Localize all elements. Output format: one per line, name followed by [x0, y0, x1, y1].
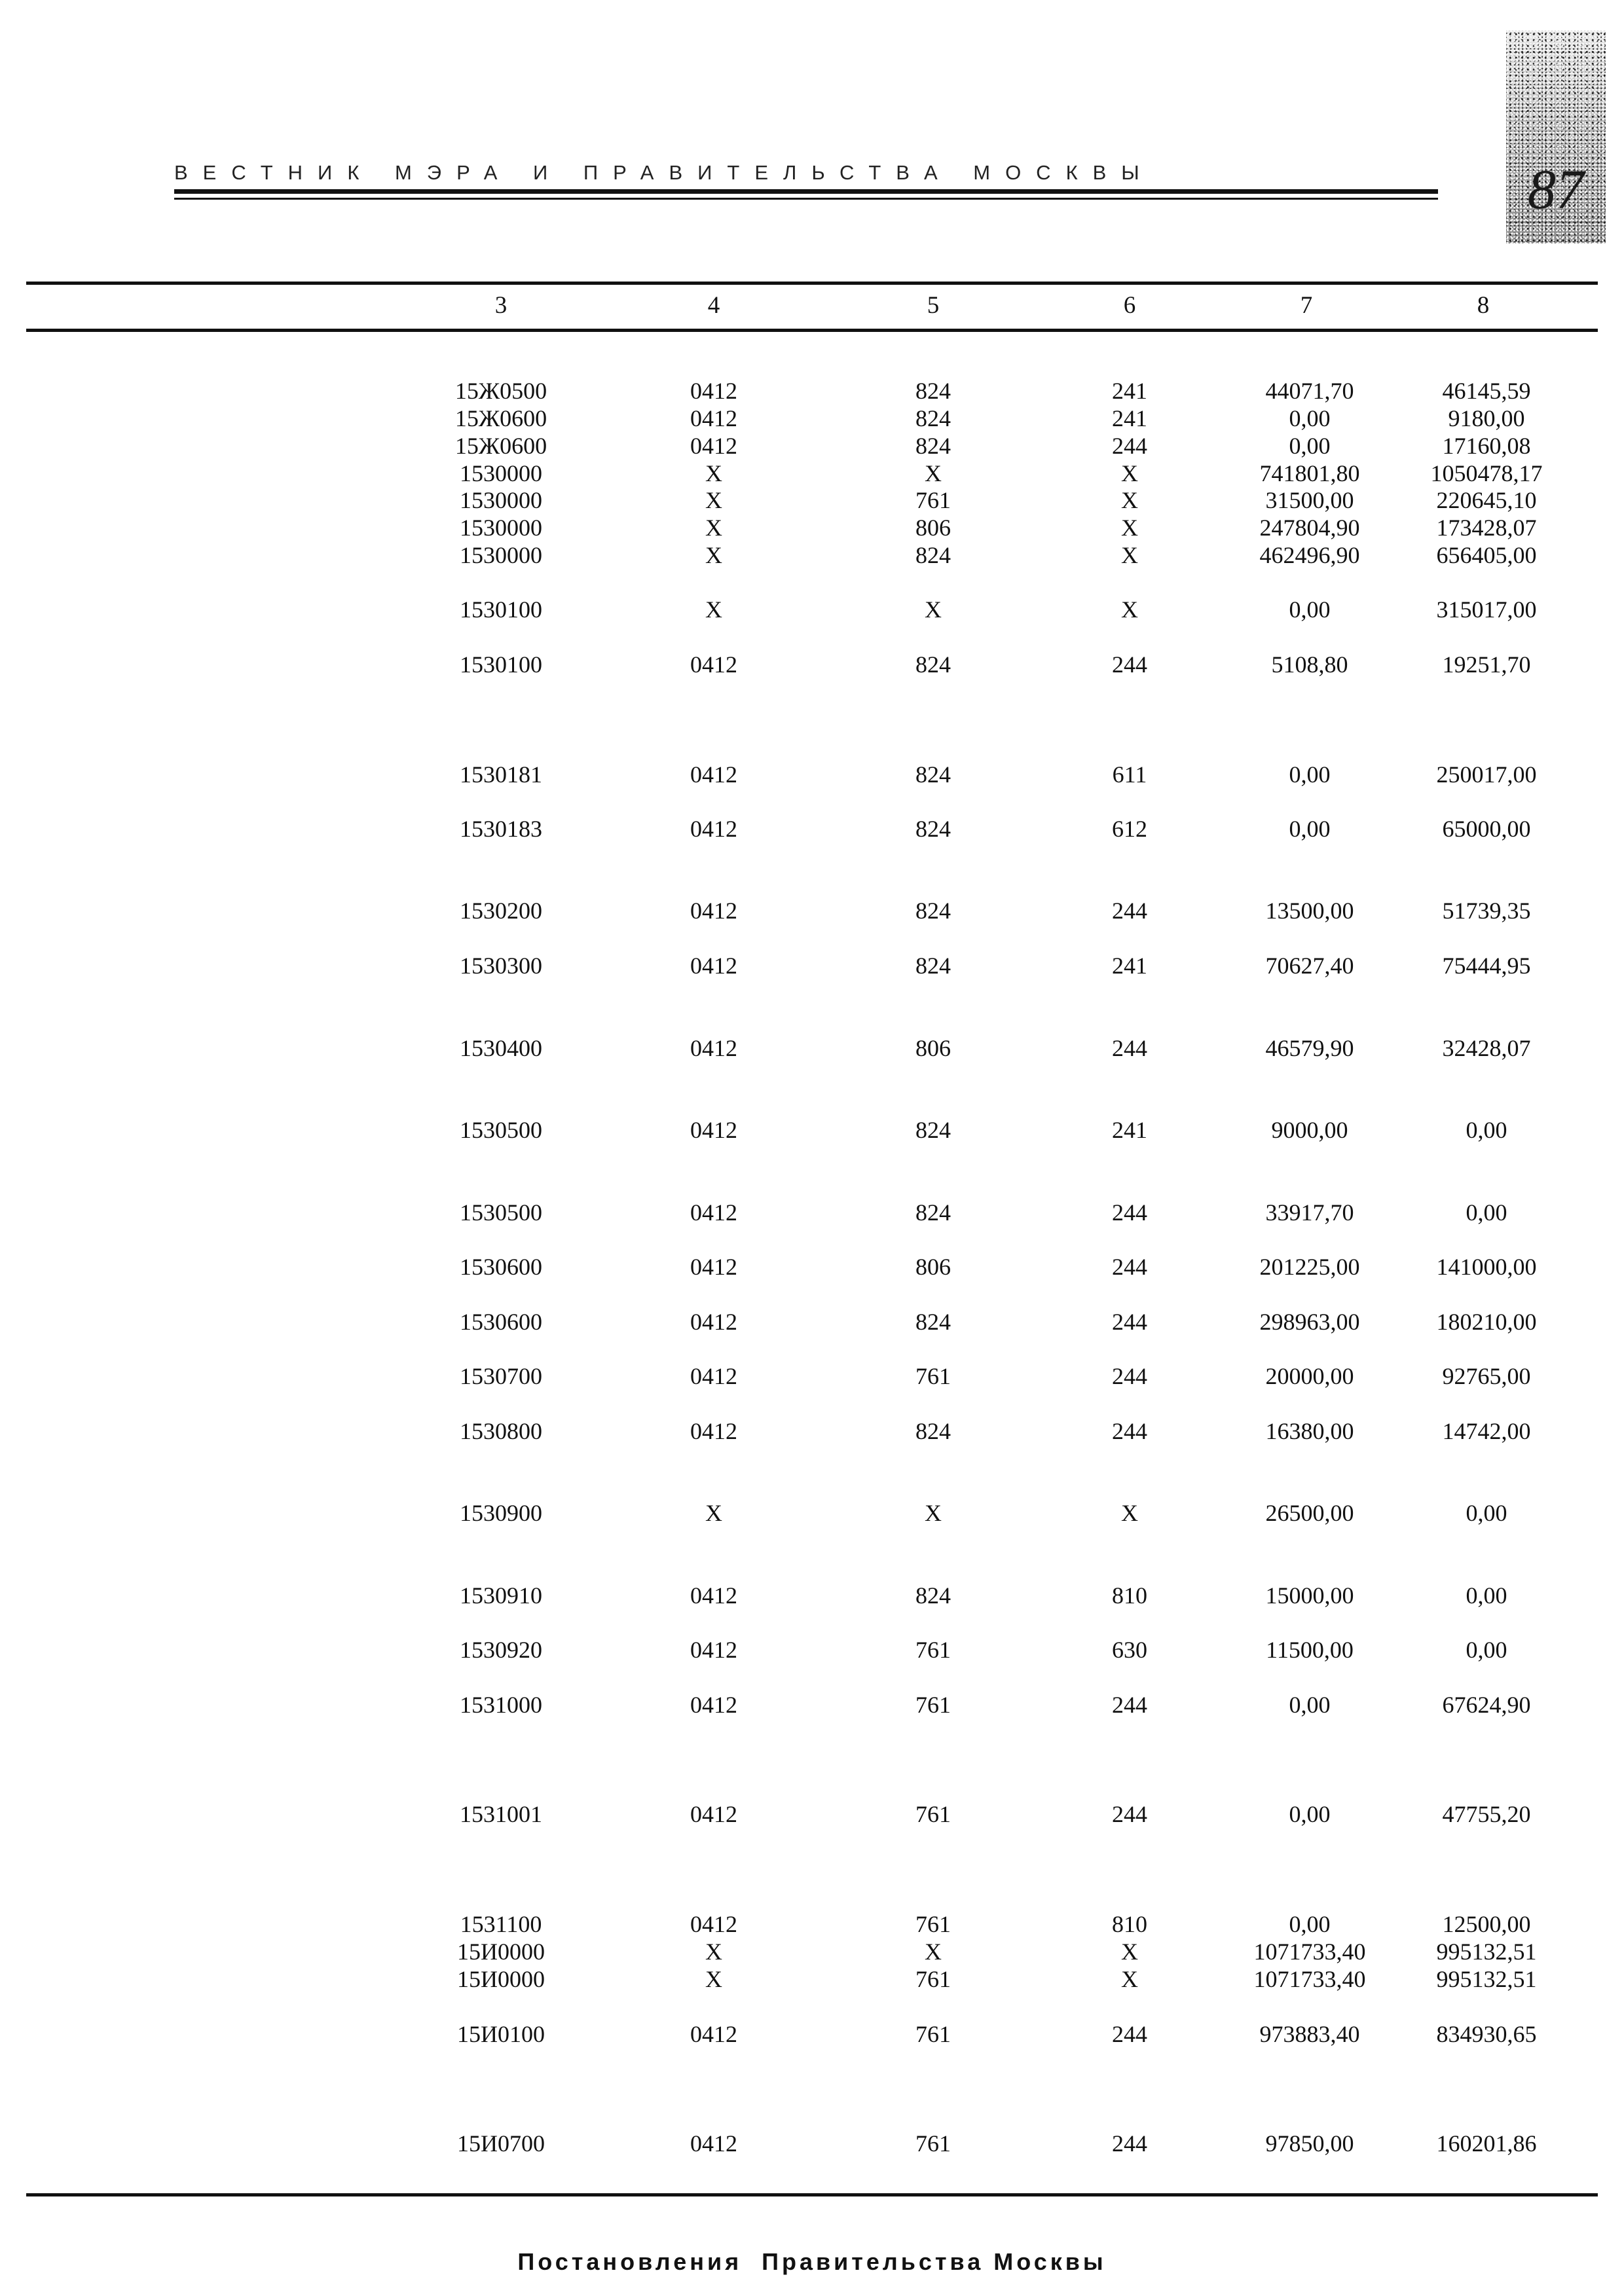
table-cell-col-4: 0412 [690, 816, 737, 842]
table-cell-col-4: 0412 [690, 1692, 737, 1718]
table-cell-col-8: 0,00 [1466, 1582, 1507, 1609]
table-cell-col-4: 0412 [690, 761, 737, 788]
table-row [0, 1308, 1624, 1336]
table-row [0, 596, 1624, 623]
table-cell-col-6: 241 [1112, 953, 1147, 979]
table-cell-col-8: 32428,07 [1442, 1035, 1531, 1061]
table-cell-col-5: 761 [915, 1637, 951, 1663]
table-cell-col-5: 824 [915, 816, 951, 842]
table-cell-col-6: Х [1121, 542, 1138, 568]
table-row [0, 514, 1624, 541]
table-cell-col-7: 0,00 [1289, 1801, 1331, 1827]
table-row [0, 1499, 1624, 1527]
table-cell-col-7: 9000,00 [1271, 1117, 1348, 1143]
page-number: 87 [1528, 158, 1584, 221]
table-cell-col-6: 611 [1112, 761, 1147, 788]
table-cell-col-7: 33917,70 [1265, 1199, 1354, 1226]
table-cell-col-5: 761 [915, 1966, 951, 1992]
table-row [0, 1938, 1624, 1965]
table-cell-col-5: 761 [915, 1911, 951, 1937]
table-row [0, 1116, 1624, 1144]
table-cell-col-7: 0,00 [1289, 816, 1331, 842]
table-cell-col-5: 761 [915, 2130, 951, 2157]
table-cell-col-3: 1530000 [460, 515, 542, 541]
table-row [0, 1965, 1624, 1993]
table-cell-col-3: 15И0000 [457, 1966, 545, 1992]
column-header-4: 4 [707, 292, 720, 319]
table-cell-col-3: 1531100 [460, 1911, 542, 1937]
table-cell-col-6: 244 [1112, 2021, 1147, 2047]
table-cell-col-8: 47755,20 [1442, 1801, 1531, 1827]
table-cell-col-6: Х [1121, 1939, 1138, 1965]
table-cell-col-5: 761 [915, 2021, 951, 2047]
table-row [0, 2130, 1624, 2157]
table-cell-col-7: 0,00 [1289, 1692, 1331, 1718]
table-cell-col-8: 17160,08 [1442, 433, 1531, 459]
table-cell-col-4: 0412 [690, 1911, 737, 1937]
table-row [0, 1362, 1624, 1390]
table-cell-col-5: 824 [915, 1199, 951, 1226]
table-cell-col-3: 1530500 [460, 1199, 542, 1226]
table-cell-col-7: 46579,90 [1265, 1035, 1354, 1061]
table-row [0, 486, 1624, 514]
table-cell-col-6: 244 [1112, 898, 1147, 924]
table-cell-col-4: Х [705, 1966, 722, 1992]
table-cell-col-5: 761 [915, 1692, 951, 1718]
table-cell-col-6: 630 [1112, 1637, 1147, 1663]
table-cell-col-3: 1530500 [460, 1117, 542, 1143]
table-cell-col-8: 995132,51 [1436, 1939, 1537, 1965]
column-header-5: 5 [927, 292, 940, 319]
table-cell-col-4: Х [705, 542, 722, 568]
table-cell-col-3: 1530900 [460, 1500, 542, 1526]
table-cell-col-7: 13500,00 [1265, 898, 1354, 924]
table-row [0, 541, 1624, 569]
table-cell-col-6: 244 [1112, 1418, 1147, 1444]
table-cell-col-8: 160201,86 [1436, 2130, 1537, 2157]
table-cell-col-8: 220645,10 [1436, 487, 1537, 513]
table-cell-col-4: 0412 [690, 953, 737, 979]
table-cell-col-7: 26500,00 [1265, 1500, 1354, 1526]
journal-title: ВЕСТНИК МЭРА И ПРАВИТЕЛЬСТВА МОСКВЫ [174, 161, 1154, 184]
table-cell-col-8: 0,00 [1466, 1117, 1507, 1143]
table-cell-col-6: 244 [1112, 1309, 1147, 1335]
table-cell-col-7: 31500,00 [1265, 487, 1354, 513]
table-cell-col-8: 250017,00 [1436, 761, 1537, 788]
table-cell-col-8: 995132,51 [1436, 1966, 1537, 1992]
table-cell-col-8: 12500,00 [1442, 1911, 1531, 1937]
table-cell-col-3: 1530300 [460, 953, 542, 979]
table-cell-col-6: Х [1121, 1966, 1138, 1992]
table-cell-col-8: 180210,00 [1436, 1309, 1537, 1335]
table-header-rule [26, 329, 1598, 332]
table-cell-col-6: 810 [1112, 1582, 1147, 1609]
table-cell-col-5: 824 [915, 953, 951, 979]
table-cell-col-3: 15И0100 [457, 2021, 545, 2047]
table-cell-col-4: 0412 [690, 405, 737, 431]
table-cell-col-4: Х [705, 460, 722, 486]
table-cell-col-7: 247804,90 [1259, 515, 1360, 541]
table-cell-col-4: 0412 [690, 1254, 737, 1280]
table-cell-col-4: 0412 [690, 898, 737, 924]
table-cell-col-6: 241 [1112, 378, 1147, 404]
table-cell-col-5: Х [925, 1500, 942, 1526]
table-cell-col-4: Х [705, 487, 722, 513]
column-header-6: 6 [1123, 292, 1136, 319]
table-cell-col-3: 1530181 [460, 761, 542, 788]
table-cell-col-3: 1530200 [460, 898, 542, 924]
column-header-8: 8 [1477, 292, 1490, 319]
table-cell-col-4: Х [705, 1939, 722, 1965]
header-rule-thin [174, 198, 1438, 200]
table-row [0, 1800, 1624, 1828]
table-row [0, 897, 1624, 924]
table-cell-col-5: Х [925, 460, 942, 486]
table-cell-col-5: 761 [915, 1801, 951, 1827]
table-cell-col-6: 244 [1112, 1692, 1147, 1718]
table-cell-col-7: 5108,80 [1271, 651, 1348, 678]
table-cell-col-7: 0,00 [1289, 1911, 1331, 1937]
table-cell-col-7: 44071,70 [1265, 378, 1354, 404]
table-cell-col-3: 1531000 [460, 1692, 542, 1718]
table-cell-col-5: 806 [915, 1035, 951, 1061]
table-cell-col-8: 9180,00 [1448, 405, 1525, 431]
table-cell-col-8: 0,00 [1466, 1199, 1507, 1226]
table-cell-col-7: 0,00 [1289, 596, 1331, 623]
table-cell-col-7: 0,00 [1289, 761, 1331, 788]
table-cell-col-4: 0412 [690, 433, 737, 459]
table-cell-col-3: 1530600 [460, 1254, 542, 1280]
table-cell-col-4: 0412 [690, 1117, 737, 1143]
table-cell-col-6: Х [1121, 487, 1138, 513]
table-cell-col-6: Х [1121, 515, 1138, 541]
table-cell-col-8: 1050478,17 [1430, 460, 1543, 486]
column-header-7: 7 [1300, 292, 1313, 319]
table-cell-col-3: 1530700 [460, 1363, 542, 1389]
table-cell-col-5: 824 [915, 542, 951, 568]
table-cell-col-7: 741801,80 [1259, 460, 1360, 486]
table-cell-col-3: 1530400 [460, 1035, 542, 1061]
table-cell-col-7: 973883,40 [1259, 2021, 1360, 2047]
table-cell-col-5: 824 [915, 1117, 951, 1143]
table-cell-col-6: 244 [1112, 1035, 1147, 1061]
table-cell-col-3: 1530800 [460, 1418, 542, 1444]
header-rule-thick [174, 189, 1438, 194]
table-cell-col-7: 1071733,40 [1253, 1939, 1366, 1965]
table-row [0, 952, 1624, 979]
table-cell-col-7: 298963,00 [1259, 1309, 1360, 1335]
table-cell-col-6: 244 [1112, 2130, 1147, 2157]
table-cell-col-3: 1530000 [460, 487, 542, 513]
table-row [0, 1417, 1624, 1445]
table-cell-col-6: Х [1121, 460, 1138, 486]
table-cell-col-8: 0,00 [1466, 1500, 1507, 1526]
table-cell-col-5: Х [925, 596, 942, 623]
table-cell-col-4: Х [705, 1500, 722, 1526]
table-cell-col-8: 315017,00 [1436, 596, 1537, 623]
table-cell-col-5: 806 [915, 515, 951, 541]
table-cell-col-3: 1530000 [460, 542, 542, 568]
table-cell-col-6: 244 [1112, 651, 1147, 678]
table-cell-col-6: 244 [1112, 1199, 1147, 1226]
table-cell-col-3: 1530183 [460, 816, 542, 842]
table-cell-col-3: 1530100 [460, 651, 542, 678]
table-cell-col-6: 241 [1112, 405, 1147, 431]
table-cell-col-6: 810 [1112, 1911, 1147, 1937]
table-cell-col-6: 244 [1112, 1801, 1147, 1827]
table-row [0, 460, 1624, 487]
table-cell-col-8: 14742,00 [1442, 1418, 1531, 1444]
table-row [0, 761, 1624, 788]
table-cell-col-8: 75444,95 [1442, 953, 1531, 979]
table-cell-col-7: 462496,90 [1259, 542, 1360, 568]
table-cell-col-3: 1530000 [460, 460, 542, 486]
table-cell-col-5: 761 [915, 1363, 951, 1389]
table-cell-col-5: 824 [915, 405, 951, 431]
table-cell-col-6: 244 [1112, 1363, 1147, 1389]
table-cell-col-8: 834930,65 [1436, 2021, 1537, 2047]
table-cell-col-4: 0412 [690, 1199, 737, 1226]
table-cell-col-3: 15И0700 [457, 2130, 545, 2157]
table-top-rule [26, 282, 1598, 285]
table-row [0, 815, 1624, 843]
table-row [0, 1199, 1624, 1226]
table-cell-col-4: 0412 [690, 1637, 737, 1663]
table-cell-col-6: 241 [1112, 1117, 1147, 1143]
table-cell-col-5: 824 [915, 1418, 951, 1444]
column-header-3: 3 [494, 292, 507, 319]
table-row [0, 2020, 1624, 2048]
table-cell-col-8: 46145,59 [1442, 378, 1531, 404]
table-row [0, 1582, 1624, 1609]
table-cell-col-4: 0412 [690, 1363, 737, 1389]
table-cell-col-5: 824 [915, 898, 951, 924]
table-cell-col-7: 0,00 [1289, 405, 1331, 431]
table-cell-col-4: 0412 [690, 1309, 737, 1335]
table-cell-col-7: 0,00 [1289, 433, 1331, 459]
table-bottom-rule [26, 2193, 1598, 2196]
table-cell-col-4: 0412 [690, 1035, 737, 1061]
table-cell-col-8: 173428,07 [1436, 515, 1537, 541]
table-row [0, 651, 1624, 678]
table-cell-col-3: 1531001 [460, 1801, 542, 1827]
table-cell-col-3: 1530100 [460, 596, 542, 623]
table-cell-col-3: 15Ж0600 [454, 405, 547, 431]
table-cell-col-8: 0,00 [1466, 1637, 1507, 1663]
table-cell-col-5: 824 [915, 1309, 951, 1335]
table-cell-col-8: 656405,00 [1436, 542, 1537, 568]
table-cell-col-8: 141000,00 [1436, 1254, 1537, 1280]
table-cell-col-4: 0412 [690, 1418, 737, 1444]
table-row [0, 1910, 1624, 1938]
table-row [0, 1253, 1624, 1281]
table-cell-col-3: 15Ж0600 [454, 433, 547, 459]
table-cell-col-6: 244 [1112, 1254, 1147, 1280]
table-cell-col-7: 201225,00 [1259, 1254, 1360, 1280]
table-cell-col-3: 15И0000 [457, 1939, 545, 1965]
table-cell-col-7: 15000,00 [1265, 1582, 1354, 1609]
table-cell-col-4: 0412 [690, 2021, 737, 2047]
page-number-badge [1506, 30, 1606, 244]
table-cell-col-5: 824 [915, 1582, 951, 1609]
table-cell-col-7: 1071733,40 [1253, 1966, 1366, 1992]
table-cell-col-7: 97850,00 [1265, 2130, 1354, 2157]
table-row [0, 1636, 1624, 1664]
table-cell-col-6: 244 [1112, 433, 1147, 459]
table-cell-col-8: 65000,00 [1442, 816, 1531, 842]
table-cell-col-4: 0412 [690, 378, 737, 404]
table-cell-col-6: 612 [1112, 816, 1147, 842]
table-cell-col-6: Х [1121, 596, 1138, 623]
table-cell-col-4: Х [705, 596, 722, 623]
table-cell-col-7: 16380,00 [1265, 1418, 1354, 1444]
table-row [0, 1034, 1624, 1062]
table-cell-col-5: 824 [915, 433, 951, 459]
table-cell-col-5: 824 [915, 761, 951, 788]
table-cell-col-4: 0412 [690, 1801, 737, 1827]
table-cell-col-3: 1530920 [460, 1637, 542, 1663]
table-cell-col-8: 67624,90 [1442, 1692, 1531, 1718]
table-row [0, 432, 1624, 460]
table-cell-col-5: Х [925, 1939, 942, 1965]
table-cell-col-8: 51739,35 [1442, 898, 1531, 924]
table-cell-col-4: 0412 [690, 1582, 737, 1609]
table-row [0, 1691, 1624, 1719]
table-cell-col-4: Х [705, 515, 722, 541]
table-cell-col-5: 824 [915, 378, 951, 404]
table-cell-col-5: 761 [915, 487, 951, 513]
table-cell-col-4: 0412 [690, 651, 737, 678]
table-cell-col-4: 0412 [690, 2130, 737, 2157]
table-cell-col-5: 806 [915, 1254, 951, 1280]
table-row [0, 377, 1624, 405]
table-cell-col-7: 70627,40 [1265, 953, 1354, 979]
table-cell-col-6: Х [1121, 1500, 1138, 1526]
table-cell-col-3: 1530910 [460, 1582, 542, 1609]
table-cell-col-3: 15Ж0500 [454, 378, 547, 404]
table-cell-col-3: 1530600 [460, 1309, 542, 1335]
table-cell-col-7: 20000,00 [1265, 1363, 1354, 1389]
footer-section-title: Постановления Правительства Москвы [517, 2248, 1107, 2275]
table-row [0, 405, 1624, 432]
table-cell-col-8: 92765,00 [1442, 1363, 1531, 1389]
table-cell-col-7: 11500,00 [1266, 1637, 1354, 1663]
table-cell-col-5: 824 [915, 651, 951, 678]
table-cell-col-8: 19251,70 [1442, 651, 1531, 678]
